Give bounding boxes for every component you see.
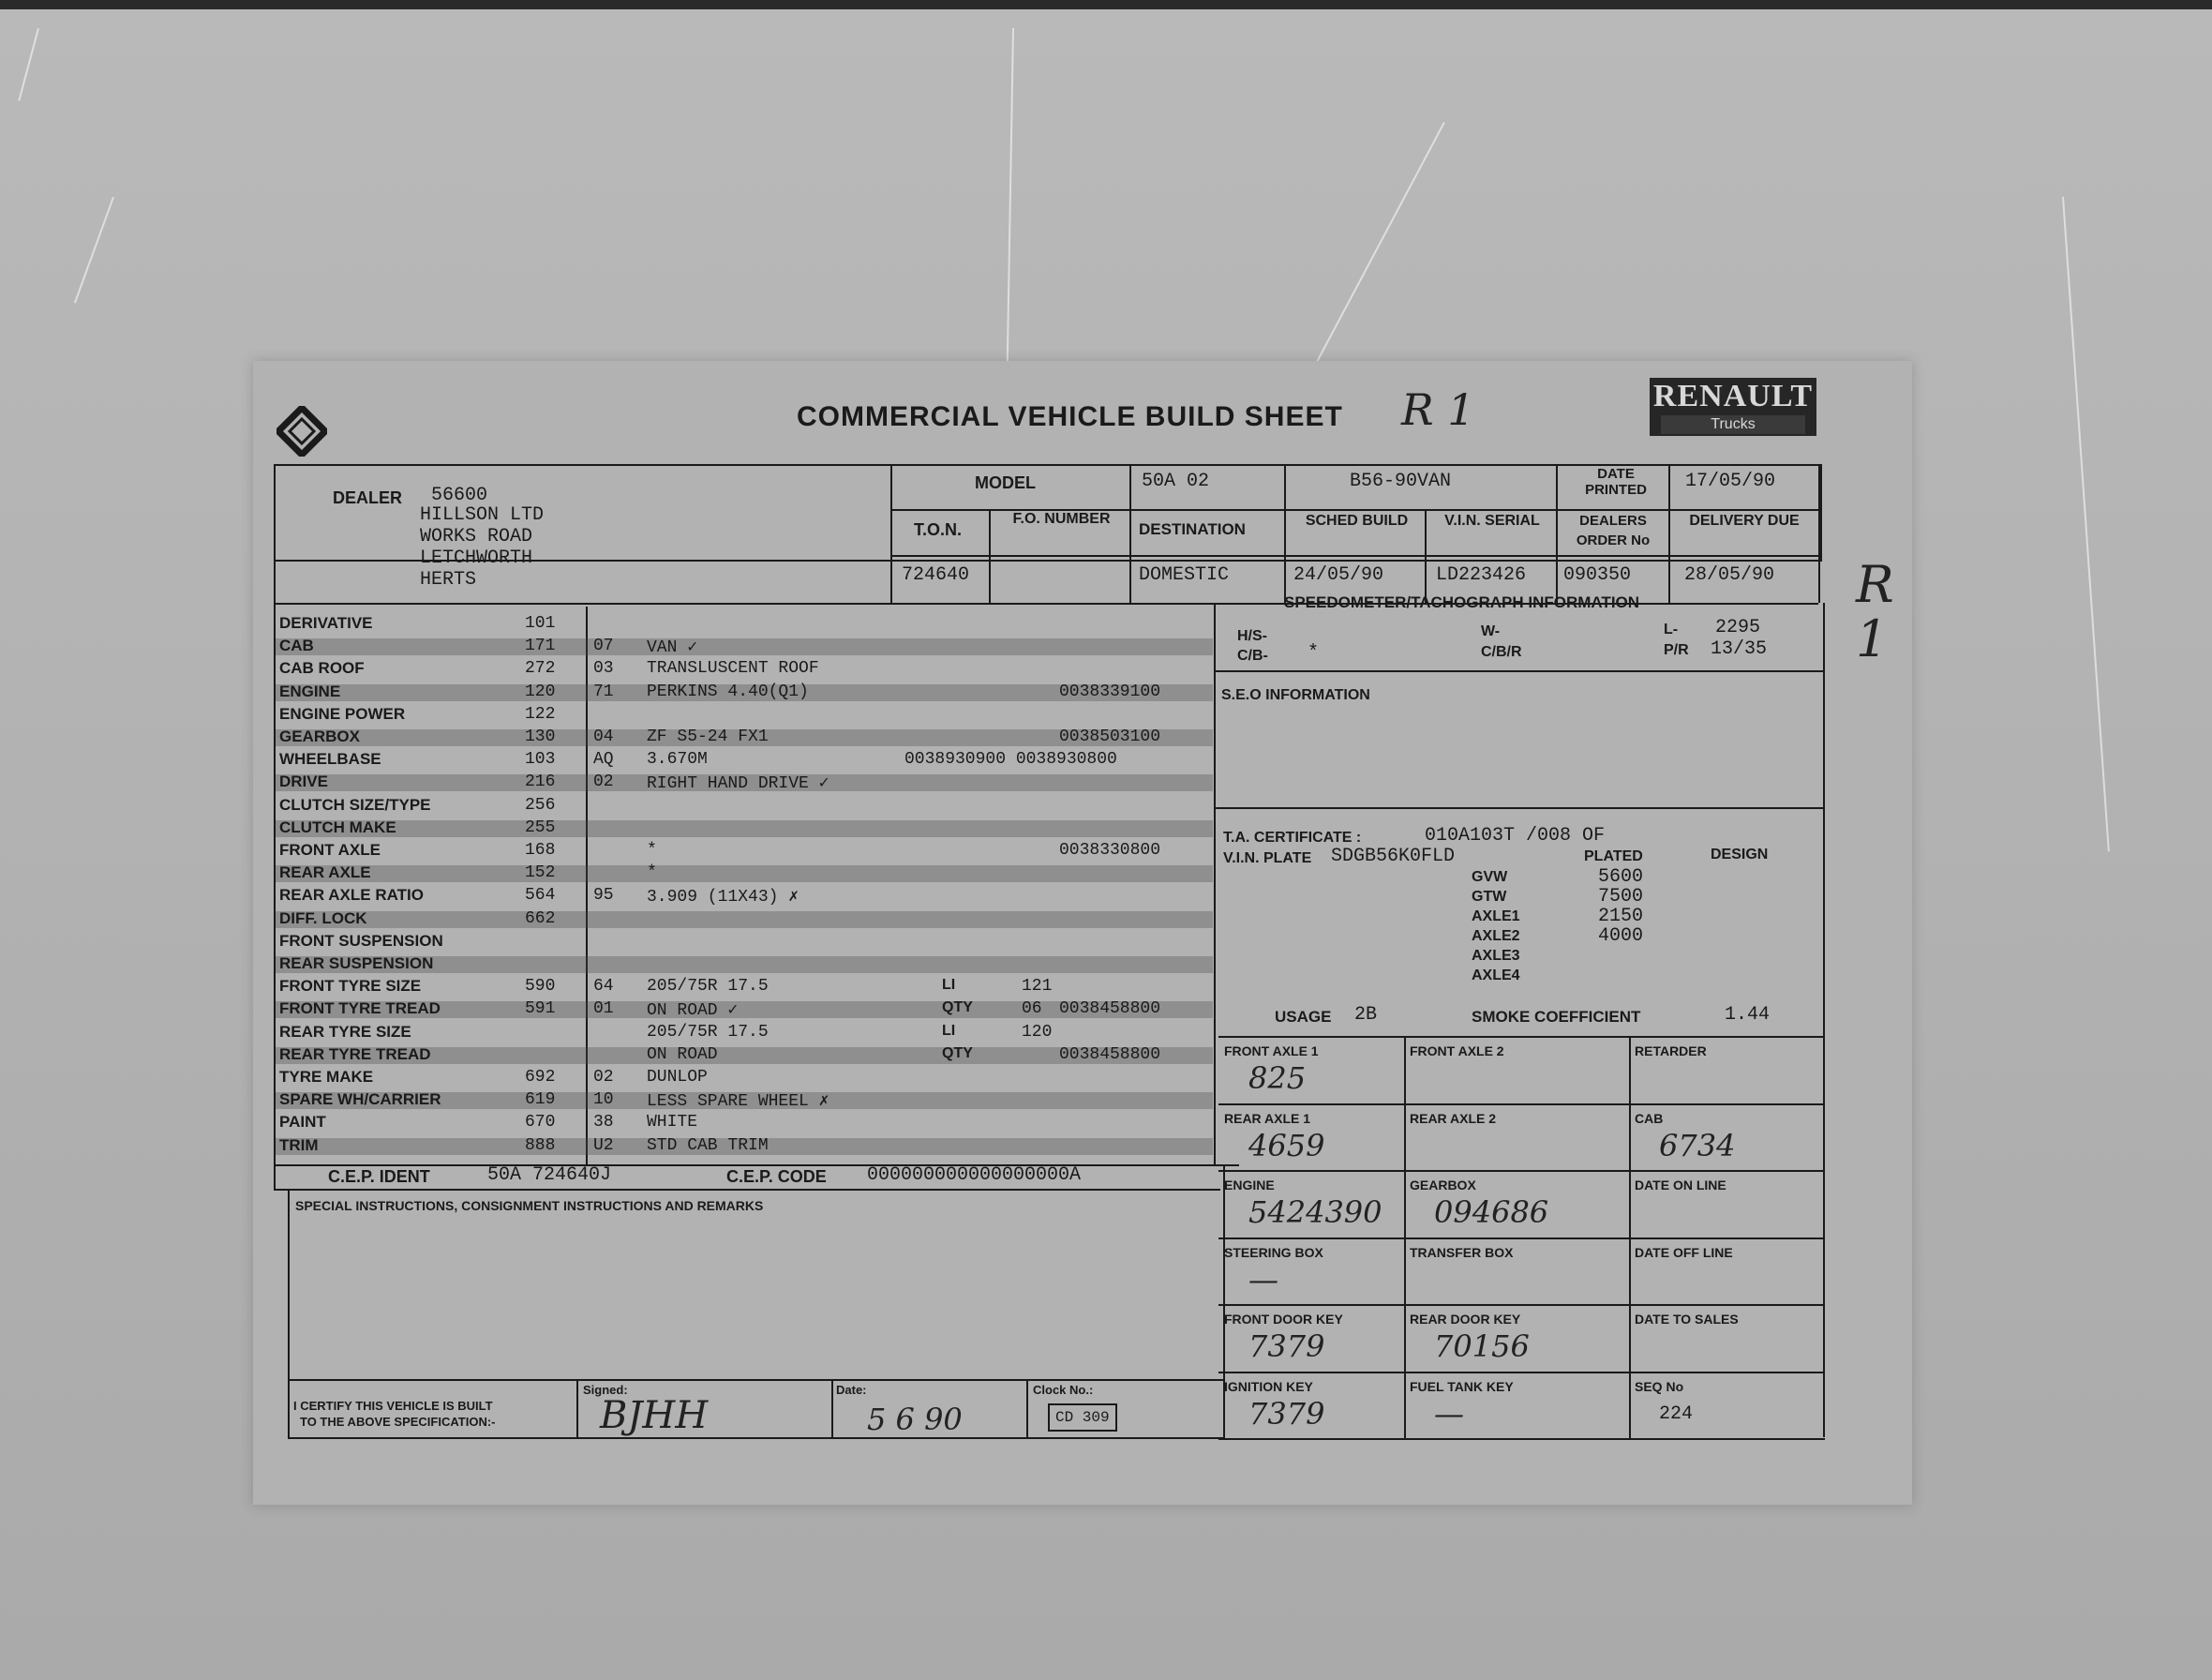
spec-label: REAR SUSPENSION bbox=[279, 954, 434, 972]
spec-code: 256 bbox=[525, 795, 556, 815]
spec-label: SPARE WH/CARRIER bbox=[279, 1090, 441, 1109]
spec-label: CAB bbox=[279, 637, 314, 655]
spec-option: 03 bbox=[593, 659, 614, 679]
margin-handwritten-note: R 1 bbox=[1856, 555, 1894, 668]
spec-li-label: QTY bbox=[942, 999, 973, 1016]
dealers-order-value: 090350 bbox=[1563, 564, 1632, 586]
spec-quantity: 120 bbox=[1022, 1022, 1053, 1042]
grid-cell-label: IGNITION KEY bbox=[1224, 1378, 1313, 1394]
spec-label: WHEELBASE bbox=[279, 750, 381, 769]
signature: BJHH bbox=[600, 1394, 709, 1437]
ta-weight-label: AXLE4 bbox=[1472, 968, 1520, 983]
speedo-cbr-label: C/B/R bbox=[1481, 644, 1522, 660]
spec-code: 152 bbox=[525, 863, 556, 883]
date-label: Date: bbox=[836, 1383, 867, 1397]
spec-code: 120 bbox=[525, 682, 556, 701]
spec-label: FRONT SUSPENSION bbox=[279, 931, 443, 950]
spec-option: 04 bbox=[593, 728, 614, 746]
spec-code: 171 bbox=[525, 637, 556, 656]
ta-weight-value: 5600 bbox=[1598, 866, 1644, 888]
spec-description: ON ROAD bbox=[647, 1044, 718, 1064]
delivery-due-value: 28/05/90 bbox=[1684, 564, 1775, 586]
spec-label: PAINT bbox=[279, 1113, 326, 1132]
spec-li-label: LI bbox=[942, 977, 956, 994]
grid-rule bbox=[1218, 1372, 1825, 1373]
signed-label: Signed: bbox=[583, 1383, 628, 1397]
spec-description: TRANSLUSCENT ROOF bbox=[647, 659, 819, 679]
spec-code: 662 bbox=[525, 908, 556, 928]
grid-cell-label: FRONT DOOR KEY bbox=[1224, 1312, 1343, 1327]
spec-description: * bbox=[647, 841, 657, 860]
grid-rule bbox=[1218, 1438, 1825, 1440]
dealer-line-2: WORKS ROAD bbox=[420, 526, 533, 548]
model-description: B56-90VAN bbox=[1350, 471, 1452, 492]
grid-cell-label: SEQ No bbox=[1635, 1378, 1684, 1394]
spec-code: 619 bbox=[525, 1090, 556, 1110]
ta-weight-label: GVW bbox=[1472, 869, 1508, 885]
spec-description: STD CAB TRIM bbox=[647, 1135, 769, 1155]
spec-option: U2 bbox=[593, 1135, 614, 1155]
date-printed-label: DATE PRINTED bbox=[1585, 466, 1647, 498]
grid-cell-label: FRONT AXLE 2 bbox=[1410, 1043, 1504, 1058]
spec-code: 255 bbox=[525, 818, 556, 837]
spec-quantity: 06 bbox=[1022, 999, 1042, 1019]
spec-label: DERIVATIVE bbox=[279, 614, 373, 632]
fo-number-label: F.O. NUMBER bbox=[1012, 511, 1111, 527]
spec-label: ENGINE POWER bbox=[279, 704, 406, 723]
spec-label: FRONT AXLE bbox=[279, 841, 381, 859]
spec-li-label: QTY bbox=[942, 1044, 973, 1061]
spec-description: DUNLOP bbox=[647, 1068, 708, 1087]
title-handwritten-note: R 1 bbox=[1401, 384, 1475, 435]
dealer-line-1: HILLSON LTD bbox=[420, 504, 545, 526]
grid-cell-label: REAR AXLE 2 bbox=[1410, 1110, 1497, 1126]
grid-cell-value: 224 bbox=[1659, 1402, 1694, 1425]
spec-label: CLUTCH SIZE/TYPE bbox=[279, 795, 431, 814]
vin-plate-value: SDGB56K0FLD bbox=[1331, 846, 1456, 867]
spec-label: ENGINE bbox=[279, 682, 341, 700]
spec-option: 02 bbox=[593, 772, 614, 792]
grid-cell-label: RETARDER bbox=[1635, 1043, 1707, 1058]
ta-weight-label: AXLE1 bbox=[1472, 908, 1520, 924]
design-label: DESIGN bbox=[1711, 847, 1769, 862]
grid-rule bbox=[1218, 1304, 1825, 1306]
certify-text-line-1: I CERTIFY THIS VEHICLE IS BUILT bbox=[293, 1399, 493, 1413]
grid-rule bbox=[1218, 1036, 1825, 1038]
spec-description: RIGHT HAND DRIVE ✓ bbox=[647, 774, 830, 794]
speedo-title: SPEEDOMETER/TACHOGRAPH INFORMATION bbox=[1284, 593, 1640, 611]
grid-cell-value: 6734 bbox=[1659, 1127, 1736, 1163]
sched-build-value: 24/05/90 bbox=[1293, 564, 1384, 586]
renault-trucks-logo: RENAULT Trucks bbox=[1650, 378, 1816, 436]
spec-label: DRIVE bbox=[279, 772, 328, 791]
spec-quantity: 121 bbox=[1022, 977, 1053, 997]
spec-label: REAR TYRE SIZE bbox=[279, 1022, 411, 1041]
speedo-cb-label: C/B- bbox=[1237, 648, 1268, 664]
spec-label: DIFF. LOCK bbox=[279, 908, 367, 927]
spec-code: 216 bbox=[525, 772, 556, 792]
grid-cell-value: 5424390 bbox=[1248, 1194, 1382, 1230]
grid-cell-value: — bbox=[1434, 1395, 1464, 1432]
destination-value: DOMESTIC bbox=[1139, 564, 1230, 586]
spec-code: 670 bbox=[525, 1113, 556, 1132]
spec-description: 205/75R 17.5 bbox=[647, 1022, 769, 1042]
spec-reference: 0038458800 bbox=[1059, 1044, 1161, 1064]
spec-code: 130 bbox=[525, 728, 556, 746]
grid-rule bbox=[1218, 1238, 1825, 1239]
spec-option: 95 bbox=[593, 886, 614, 906]
spec-description: ZF S5-24 FX1 bbox=[647, 728, 769, 746]
date-printed-value: 17/05/90 bbox=[1685, 471, 1776, 492]
vin-serial-label: V.I.N. SERIAL bbox=[1444, 513, 1540, 529]
grid-rule bbox=[1404, 1036, 1406, 1438]
spec-option: 01 bbox=[593, 999, 614, 1019]
model-label: MODEL bbox=[975, 473, 1036, 492]
model-value: 50A 02 bbox=[1142, 471, 1210, 492]
certify-text-line-2: TO THE ABOVE SPECIFICATION:- bbox=[300, 1415, 496, 1429]
dealer-line-4: HERTS bbox=[420, 569, 477, 591]
spec-description: PERKINS 4.40(Q1) bbox=[647, 682, 809, 701]
cep-code-value: 000000000000000000A bbox=[867, 1164, 1082, 1186]
spec-reference: 0038330800 bbox=[1059, 841, 1161, 860]
spec-row-shading bbox=[276, 865, 1213, 882]
dealers-order-label: DEALERS ORDER No bbox=[1576, 513, 1651, 548]
spec-option: 02 bbox=[593, 1068, 614, 1087]
grid-cell-value: 4659 bbox=[1248, 1127, 1325, 1163]
grid-cell-label: DATE ON LINE bbox=[1635, 1178, 1726, 1192]
ta-weight-value: 4000 bbox=[1598, 925, 1644, 947]
spec-reference: 0038339100 bbox=[1059, 682, 1161, 701]
spec-label: CAB ROOF bbox=[279, 659, 365, 678]
signed-date: 5 6 90 bbox=[867, 1402, 963, 1437]
spec-reference: 0038503100 bbox=[1059, 728, 1161, 746]
grid-cell-label: CAB bbox=[1635, 1110, 1664, 1126]
speedo-pr-value: 13/35 bbox=[1711, 638, 1768, 660]
spec-code: 692 bbox=[525, 1068, 556, 1087]
ta-weight-value: 2150 bbox=[1598, 906, 1644, 927]
cep-code-label: C.E.P. CODE bbox=[726, 1167, 827, 1186]
vin-plate-label: V.I.N. PLATE bbox=[1223, 850, 1312, 866]
spec-option: 71 bbox=[593, 682, 614, 701]
usage-label: USAGE bbox=[1275, 1008, 1332, 1026]
spec-reference: 0038930900 0038930800 bbox=[904, 750, 1117, 770]
page-title: COMMERCIAL VEHICLE BUILD SHEET bbox=[797, 401, 1343, 432]
spec-label: FRONT TYRE TREAD bbox=[279, 999, 441, 1018]
ta-certificate-label: T.A. CERTIFICATE : bbox=[1223, 830, 1362, 846]
grid-cell-value: 7379 bbox=[1248, 1395, 1325, 1432]
renault-diamond-logo bbox=[276, 406, 327, 457]
spec-row-shading bbox=[276, 908, 1213, 928]
spec-description: 205/75R 17.5 bbox=[647, 977, 769, 997]
grid-cell-label: TRANSFER BOX bbox=[1410, 1244, 1514, 1260]
grid-cell-label: REAR AXLE 1 bbox=[1224, 1110, 1311, 1126]
speedo-hs-label: H/S- bbox=[1237, 628, 1267, 644]
spec-description: WHITE bbox=[647, 1113, 698, 1132]
grid-cell-label: REAR DOOR KEY bbox=[1410, 1312, 1521, 1327]
grid-cell-label: FUEL TANK KEY bbox=[1410, 1378, 1514, 1394]
build-sheet bbox=[253, 361, 1912, 1505]
spec-code: 103 bbox=[525, 750, 556, 770]
clock-no-stamp: CD 309 bbox=[1048, 1403, 1117, 1432]
spec-option: AQ bbox=[593, 750, 614, 770]
spec-code: 888 bbox=[525, 1135, 556, 1155]
grid-cell-label: DATE TO SALES bbox=[1635, 1312, 1739, 1327]
speedo-cb-value: * bbox=[1308, 642, 1320, 664]
spec-label: TRIM bbox=[279, 1135, 319, 1154]
spec-description: LESS SPARE WHEEL ✗ bbox=[647, 1092, 830, 1112]
ta-weight-value: 7500 bbox=[1598, 886, 1644, 908]
smoke-coefficient-label: SMOKE COEFFICIENT bbox=[1472, 1008, 1641, 1026]
spec-label: CLUTCH MAKE bbox=[279, 818, 396, 836]
cep-ident-value: 50A 724640J bbox=[487, 1164, 612, 1186]
spec-label: REAR AXLE RATIO bbox=[279, 886, 424, 905]
ta-certificate-value: 010A103T /008 OF bbox=[1425, 825, 1606, 847]
plated-label: PLATED bbox=[1584, 848, 1643, 864]
spec-label: FRONT TYRE SIZE bbox=[279, 977, 422, 996]
spec-li-label: LI bbox=[942, 1022, 956, 1039]
dealer-label: DEALER bbox=[333, 488, 403, 507]
ton-value: 724640 bbox=[902, 564, 970, 586]
spec-description: 3.670M bbox=[647, 750, 708, 770]
spec-label: REAR AXLE bbox=[279, 863, 371, 882]
clock-no-label: Clock No.: bbox=[1033, 1383, 1094, 1397]
grid-cell-value: 70156 bbox=[1434, 1328, 1530, 1364]
grid-cell-value: 825 bbox=[1248, 1060, 1307, 1096]
grid-cell-label: ENGINE bbox=[1224, 1178, 1275, 1192]
grid-cell-label: FRONT AXLE 1 bbox=[1224, 1043, 1319, 1058]
spec-description: VAN ✓ bbox=[647, 638, 698, 658]
ta-weight-label: GTW bbox=[1472, 889, 1507, 905]
grid-cell-label: DATE OFF LINE bbox=[1635, 1244, 1733, 1260]
spec-code: 122 bbox=[525, 704, 556, 724]
spec-code: 591 bbox=[525, 999, 556, 1019]
spec-label: GEARBOX bbox=[279, 728, 360, 745]
spec-code: 272 bbox=[525, 659, 556, 679]
spec-option: 10 bbox=[593, 1090, 614, 1110]
spec-code: 101 bbox=[525, 614, 556, 633]
destination-label: DESTINATION bbox=[1139, 520, 1246, 538]
spec-option: 07 bbox=[593, 637, 614, 656]
sched-build-label: SCHED BUILD bbox=[1305, 513, 1409, 529]
ta-weight-label: AXLE3 bbox=[1472, 948, 1520, 964]
spec-row-shading bbox=[276, 638, 1213, 658]
usage-value: 2B bbox=[1354, 1004, 1378, 1026]
spec-description: ON ROAD ✓ bbox=[647, 1001, 739, 1021]
grid-cell-value: 094686 bbox=[1434, 1194, 1549, 1230]
dealer-line-3: LETCHWORTH bbox=[420, 548, 533, 569]
speedo-pr-label: P/R bbox=[1664, 642, 1689, 658]
vin-serial-value: LD223426 bbox=[1436, 564, 1527, 586]
grid-cell-label: STEERING BOX bbox=[1224, 1244, 1323, 1260]
grid-rule bbox=[1218, 1103, 1825, 1105]
speedo-l-label: L- bbox=[1664, 622, 1679, 638]
spec-row-shading bbox=[276, 820, 1213, 837]
ta-weight-label: AXLE2 bbox=[1472, 928, 1520, 944]
ton-label: T.O.N. bbox=[914, 520, 963, 539]
spec-option: 38 bbox=[593, 1113, 614, 1132]
spec-option: 64 bbox=[593, 977, 614, 997]
grid-cell-value: — bbox=[1248, 1261, 1278, 1298]
speedo-l-value: 2295 bbox=[1715, 617, 1761, 638]
spec-label: TYRE MAKE bbox=[279, 1068, 374, 1086]
grid-rule bbox=[1629, 1036, 1631, 1438]
cep-ident-label: C.E.P. IDENT bbox=[328, 1167, 430, 1186]
seo-information-label: S.E.O INFORMATION bbox=[1221, 687, 1370, 703]
grid-cell-value: 7379 bbox=[1248, 1328, 1325, 1364]
grid-cell-label: GEARBOX bbox=[1410, 1178, 1476, 1192]
special-instructions-label: SPECIAL INSTRUCTIONS, CONSIGNMENT INSTRUCTIONS AND REMARKS bbox=[295, 1198, 764, 1213]
smoke-coefficient-value: 1.44 bbox=[1725, 1004, 1771, 1026]
spec-code: 590 bbox=[525, 977, 556, 997]
spec-label: REAR TYRE TREAD bbox=[279, 1044, 431, 1063]
top-border bbox=[0, 0, 2212, 9]
spec-reference: 0038458800 bbox=[1059, 999, 1161, 1019]
spec-description: * bbox=[647, 863, 657, 883]
grid-rule bbox=[1218, 1170, 1825, 1172]
speedo-w-label: W- bbox=[1481, 623, 1501, 639]
dealer-code: 56600 bbox=[431, 485, 488, 506]
delivery-due-label: DELIVERY DUE bbox=[1689, 513, 1800, 529]
spec-description: 3.909 (11X43) ✗ bbox=[647, 888, 800, 908]
spec-code: 564 bbox=[525, 886, 556, 906]
spec-code: 168 bbox=[525, 841, 556, 860]
